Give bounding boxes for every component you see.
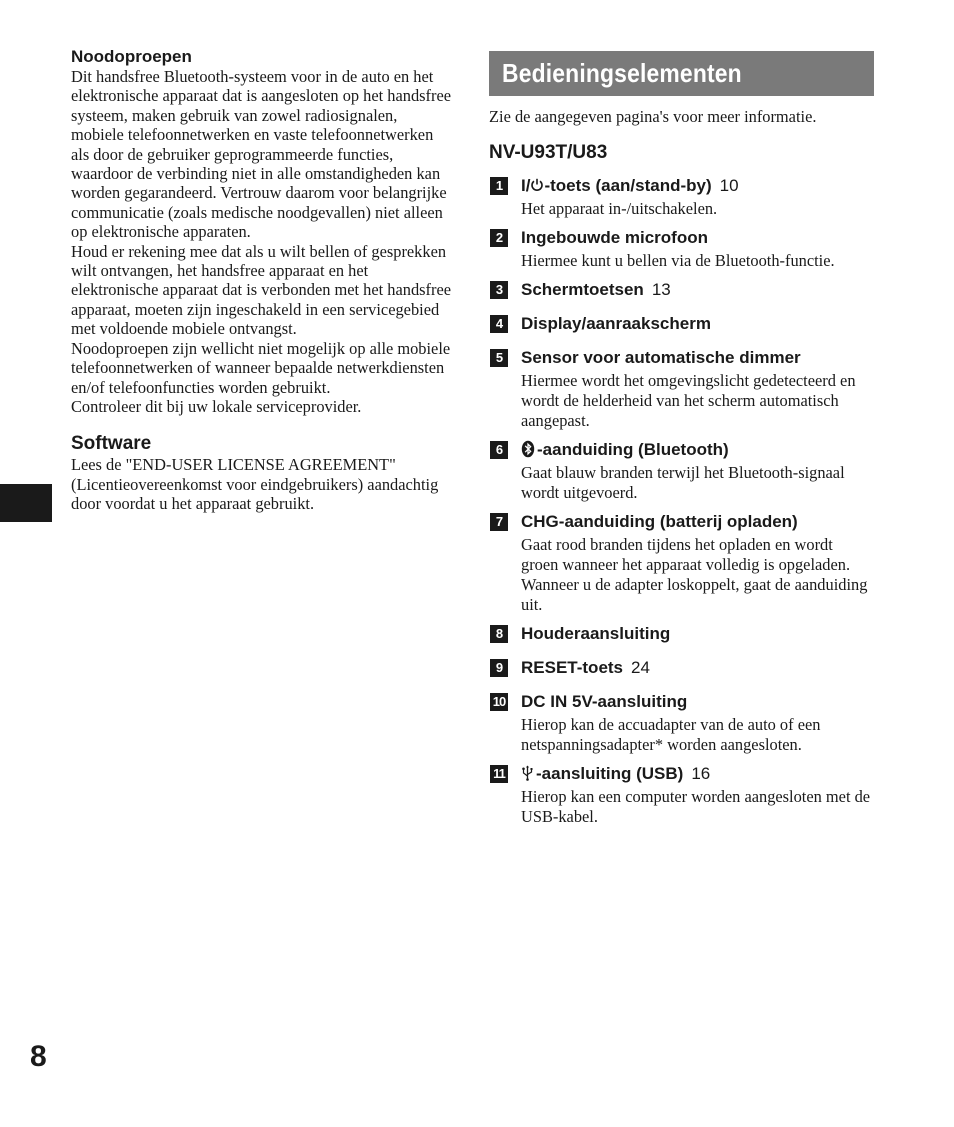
control-item-5 [489, 348, 874, 431]
item-label: Sensor voor automatische dimmer [521, 348, 801, 368]
section-tab-marker [0, 484, 52, 522]
emergency-heading: Noodoproepen [71, 47, 192, 66]
bluetooth-icon [521, 440, 535, 458]
control-item-9 [489, 658, 874, 678]
item-number: 11 [490, 765, 508, 783]
item-label: Schermtoetsen [521, 280, 644, 300]
control-item-7 [489, 512, 874, 615]
control-item-6 [489, 440, 874, 503]
right-column [489, 51, 874, 827]
item-label: -aanduiding (Bluetooth) [537, 440, 729, 460]
item-number: 8 [490, 625, 508, 643]
item-label: -aansluiting (USB) [536, 764, 684, 784]
section-title: Bedieningselementen [502, 58, 742, 88]
control-item-1 [489, 176, 874, 219]
item-description-extra: Wanneer u de adapter loskoppelt, gaat de aanduiding uit. [521, 575, 868, 615]
intro-text: Zie de aangegeven pagina's voor meer informatie. [489, 107, 817, 126]
power-icon [530, 178, 544, 192]
item-label: CHG-aanduiding (batterij opladen) [521, 512, 798, 532]
item-number: 5 [490, 349, 508, 367]
item-number: 9 [490, 659, 508, 677]
item-prefix: I/ [521, 176, 531, 196]
emergency-paragraph-4: Controleer dit bij uw lokale serviceprovider. [71, 396, 362, 416]
item-description: Gaat rood branden tijdens het opladen en wordt groen wanneer het apparaat volledig is opgeladen. [521, 535, 851, 575]
model-heading: NV-U93T/U83 [489, 142, 608, 164]
item-number: 3 [490, 281, 508, 299]
usb-icon [521, 765, 534, 781]
control-item-4 [489, 314, 874, 334]
item-number: 4 [490, 315, 508, 333]
software-heading: Software [71, 433, 152, 455]
control-item-2 [489, 228, 874, 271]
left-column [71, 47, 451, 514]
control-item-10 [489, 692, 874, 755]
item-label: Ingebouwde microfoon [521, 228, 708, 248]
control-item-8 [489, 624, 874, 644]
emergency-paragraph-1: Dit handsfree Bluetooth-systeem voor in de auto en het elektronische apparaat dat is aangesloten op het handsfree systeem, maken gebruik van zowel radiosignalen, mobiele telefoonnetwerken en vaste telefoonnetwerken als door de gebruiker geprogrammeerde functies, waardoor de verbinding niet in alle omstandigheden kan worden gegarandeerd. Vertrouw daarom voor belangrijke communicatie (zoals medische noodgevallen) niet alleen op elektronische apparaten. [71, 67, 452, 242]
item-label: -toets (aan/stand-by) [544, 176, 712, 196]
item-page-ref: 16 [691, 764, 711, 784]
emergency-paragraph-2: Houd er rekening mee dat als u wilt bellen of gesprekken wilt ontvangen, het handsfree apparaat en het elektronische apparaat dat is verbonden met het handsfree apparaat, moeten zijn ingeschakeld in een servicegebied met voldoende mobiele ontvangst. [71, 241, 452, 339]
item-number: 1 [490, 177, 508, 195]
item-label: Display/aanraakscherm [521, 314, 711, 334]
item-number: 10 [490, 693, 508, 711]
page-number: 8 [30, 1040, 47, 1073]
item-page-ref: 10 [719, 176, 739, 196]
item-description: Het apparaat in-/uitschakelen. [521, 199, 718, 219]
item-description: Hiermee wordt het omgevingslicht gedetecteerd en wordt de helderheid van het scherm automatisch aangepast. [521, 371, 856, 431]
control-item-11 [489, 764, 874, 827]
item-description: Gaat blauw branden terwijl het Bluetooth-signaal wordt uitgevoerd. [521, 463, 845, 503]
section-title-bar [489, 51, 874, 96]
item-page-ref: 13 [651, 280, 671, 300]
item-label: RESET-toets [521, 658, 624, 678]
item-description: Hierop kan een computer worden aangesloten met de USB-kabel. [521, 787, 871, 827]
item-description: Hiermee kunt u bellen via de Bluetooth-functie. [521, 251, 835, 271]
software-paragraph: Lees de "END-USER LICENSE AGREEMENT" (Licentieovereenkomst voor eindgebruikers) aandachtig door voordat u het apparaat gebruikt. [71, 455, 439, 514]
item-label: Houderaansluiting [521, 624, 671, 644]
emergency-paragraph-3: Noodoproepen zijn wellicht niet mogelijk op alle mobiele telefoonnetwerken of wanneer bepaalde netwerkdiensten en/of telefoonfuncties worden gebruikt. [71, 338, 451, 397]
control-item-3 [489, 280, 874, 300]
item-number: 6 [490, 441, 508, 459]
item-label: DC IN 5V-aansluiting [521, 692, 688, 712]
item-page-ref: 24 [631, 658, 650, 678]
item-description: Hierop kan de accuadapter van de auto of een netspanningsadapter* worden aangesloten. [521, 715, 821, 755]
item-number: 2 [490, 229, 508, 247]
item-number: 7 [490, 513, 508, 531]
